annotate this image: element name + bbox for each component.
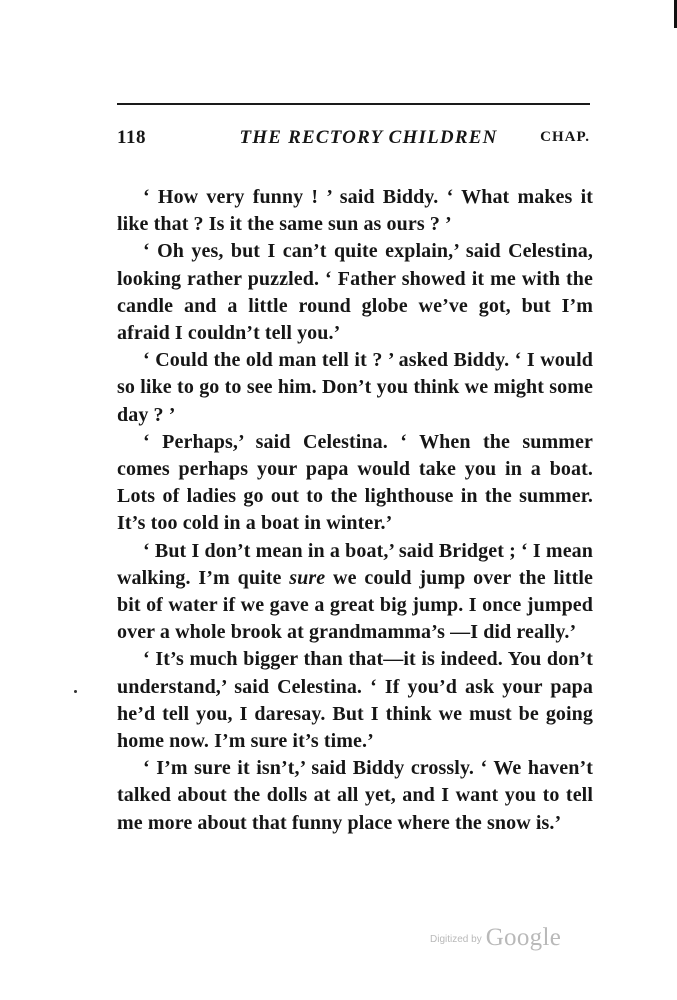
header-rule: [117, 103, 590, 105]
paragraph: ‘ How very funny ! ’ said Biddy. ‘ What makes it like that ? Is it the same sun as ours ? ’: [117, 186, 593, 236]
paragraph-text-after: we could jump over the little bit of water if we gave a great big jump. I once jumped over a whole brook at grandmamma’s —I did really.’: [117, 566, 593, 644]
body-text: [117, 184, 593, 837]
stray-ink-mark: [74, 690, 77, 693]
page-number: 118: [117, 127, 146, 148]
paragraph: ‘ Oh yes, but I can’t quite explain,’ said Celestina, looking rather puzzled. ‘ Father showed it me with the candle and a little round globe we’ve got, but I’m afraid I couldn’t tell you.’: [117, 240, 593, 345]
google-logo: Google: [485, 924, 562, 951]
paragraph: ‘ Perhaps,’ said Celestina. ‘ When the summer comes perhaps your papa would take you in a boat. Lots of ladies go out to the lighthouse in the summer. It’s too cold in a boat in winter.’: [117, 430, 593, 535]
paragraph: ‘ Could the old man tell it ? ’ asked Biddy. ‘ I would so like to go to see him. Don’t you think we might some day ? ’: [117, 349, 593, 426]
running-head: [117, 127, 590, 153]
paragraph: ‘ I’m sure it isn’t,’ said Biddy crossly. ‘ We haven’t talked about the dolls at all yet, and I want you to tell me more about that funny place where the snow is.’: [117, 757, 593, 834]
watermark-prefix: Digitized by: [430, 934, 482, 945]
chapter-label: CHAP.: [540, 129, 590, 145]
paragraph: [117, 538, 593, 647]
paragraph: ‘ It’s much bigger than that—it is indeed. You don’t understand,’ said Celestina. ‘ If you’d ask your papa he’d tell you, I daresay. But I think we must be going home now. I’m sure it’s time.’: [117, 648, 593, 753]
digitization-watermark: [430, 924, 561, 952]
paragraph-emphasis: sure: [289, 566, 326, 589]
book-title: THE RECTORY CHILDREN: [239, 127, 498, 148]
paragraph-text-before: ‘ But I don’t mean in a boat,’ said Bridget ; ‘ I mean walking. I’m quite: [117, 539, 593, 589]
